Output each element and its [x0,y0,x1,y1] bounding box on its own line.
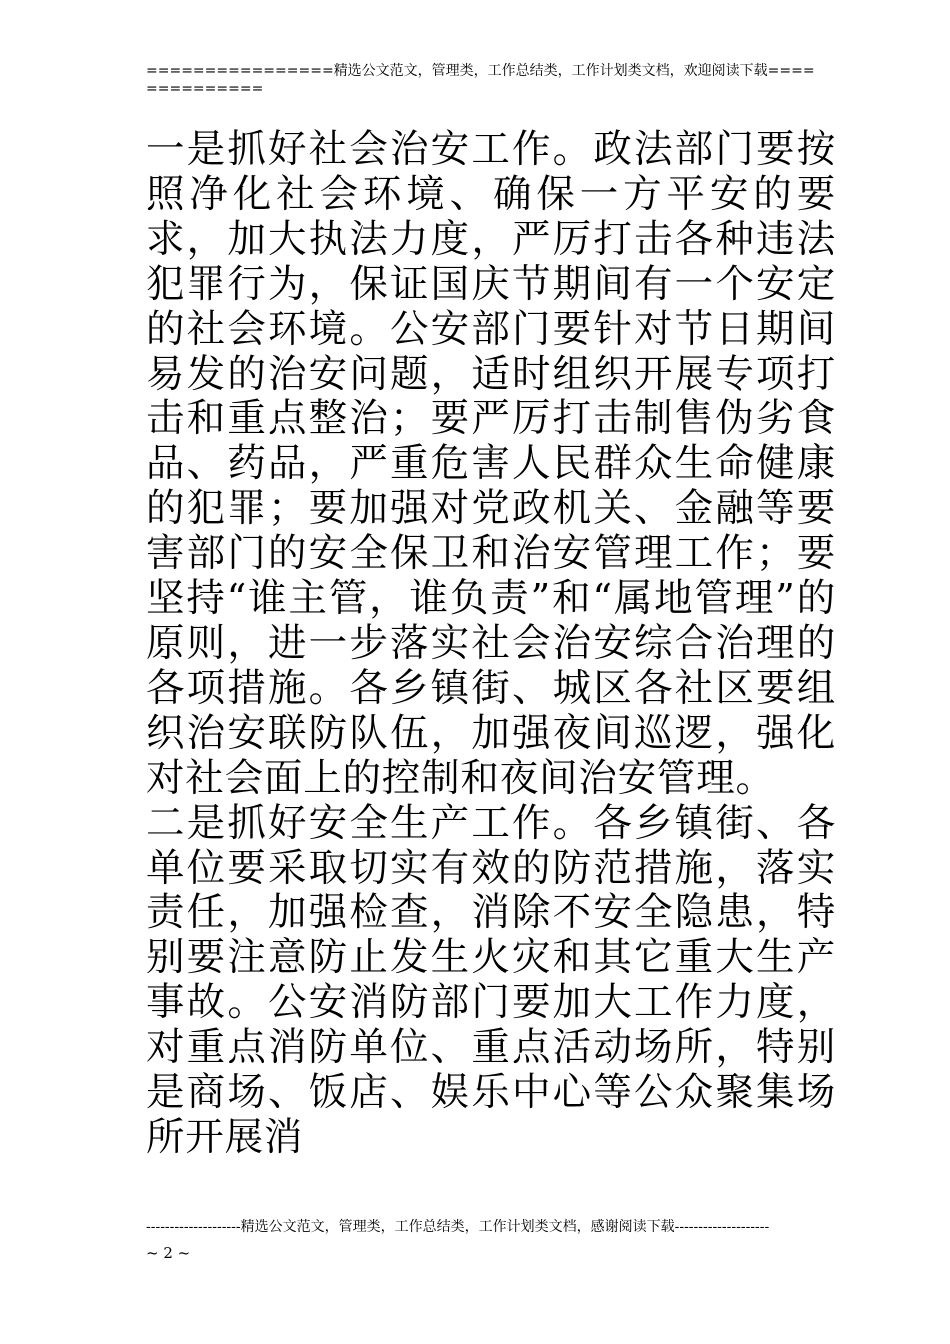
document-body [146,128,836,1161]
paragraph-safety-production: 二是抓好安全生产工作。各乡镇街、各单位要采取切实有效的防范措施，落实责任，加强检查，消除不安全隐患，特别要注意防止发生火灾和其它重大生产事故。公安消防部门要加大工作力度，对重点消防单位、重点活动场所，特别是商场、饭店、娱乐中心等公众聚集场所开展消 [146,800,836,1160]
page-number: ~ 2 ~ [146,1244,191,1262]
page-footer: --------------------精选公文范文，管理类，工作总结类，工作计划类文档，感谢阅读下载-------------------- [146,1219,770,1235]
paragraph-public-security: 一是抓好社会治安工作。政法部门要按照净化社会环境、确保一方平安的要求，加大执法力度，严厉打击各种违法犯罪行为，保证国庆节期间有一个安定的社会环境。公安部门要针对节日期间易发的治安问题，适时组织开展专项打击和重点整治；要严厉打击制售伪劣食品、药品，严重危害人民群众生命健康的犯罪；要加强对党政机关、金融等要害部门的安全保卫和治安管理工作；要坚持“谁主管，谁负责”和“属地管理”的原则，进一步落实社会治安综合治理的各项措施。各乡镇街、城区各社区要组织治安联防队伍，加强夜间巡逻，强化对社会面上的控制和夜间治安管理。 [146,127,836,801]
page-header: ================精选公文范文，管理类，工作总结类，工作计划类文档，欢迎阅读下载============== [146,63,815,97]
